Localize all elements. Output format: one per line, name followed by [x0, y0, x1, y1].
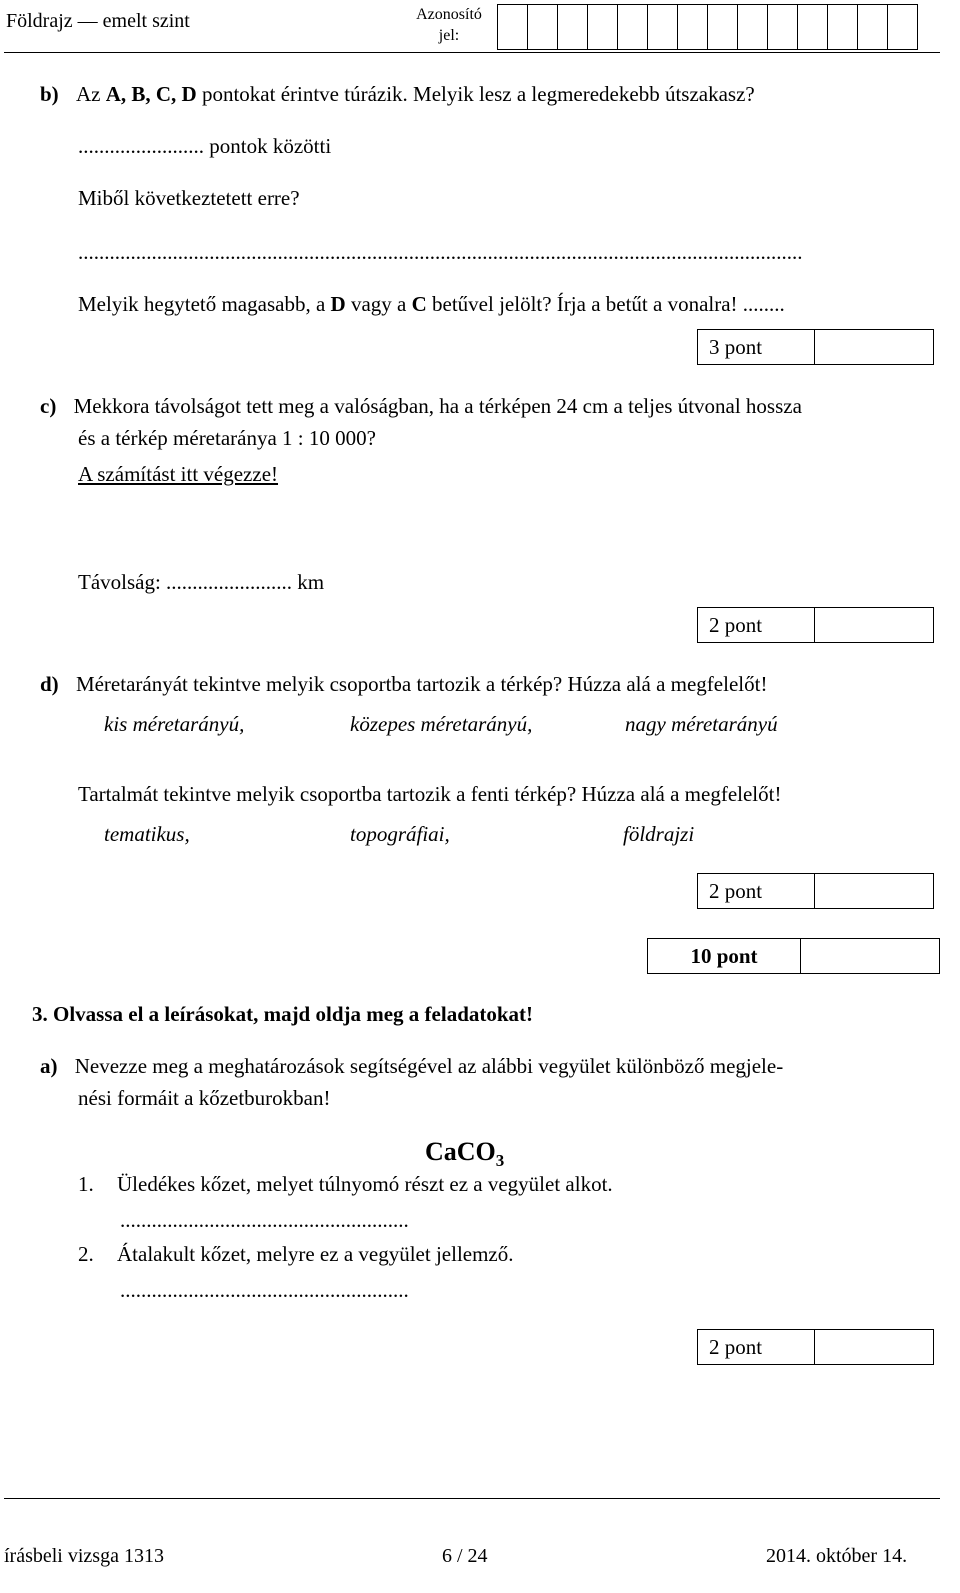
id-box[interactable]: [587, 4, 618, 50]
task-c-score-field[interactable]: [815, 607, 934, 643]
task-c-question-line-2: és a térkép méretaránya 1 : 10 000?: [78, 426, 376, 450]
task-c-distance-answer[interactable]: Távolság: ........................ km: [78, 570, 325, 594]
task-3a-question-line-2: nési formáit a kőzetburokban!: [78, 1086, 331, 1110]
task-d-option-large-scale[interactable]: nagy méretarányú: [625, 712, 778, 736]
task-d-option-geographic[interactable]: földrajzi: [623, 822, 695, 846]
task-3a-item-2: [78, 1242, 514, 1267]
task-d-letter: d): [40, 672, 59, 696]
task-b-q3-pre: Melyik hegytető magasabb, a: [78, 292, 331, 316]
task-b-score-label: 3 pont: [697, 329, 815, 365]
footer-exam-code: írásbeli vizsga 1313: [4, 1545, 164, 1567]
task-c-score-label: 2 pont: [697, 607, 815, 643]
task-b-text-pre: Az: [75, 82, 106, 106]
item-1-number: 1.: [78, 1172, 94, 1196]
id-box[interactable]: [527, 4, 558, 50]
id-box[interactable]: [827, 4, 858, 50]
item-1-text: Üledékes kőzet, melyet túlnyomó részt ez a vegyület alkot.: [117, 1172, 613, 1196]
item-2-answer-dots[interactable]: .......................................................: [120, 1278, 409, 1302]
id-box[interactable]: [767, 4, 798, 50]
item-2-number: 2.: [78, 1242, 94, 1266]
total-score-box: [647, 938, 940, 974]
id-label: Azonosító jel:: [416, 6, 482, 44]
task-3a-score-field[interactable]: [815, 1329, 934, 1365]
task-d-score-box: [697, 873, 934, 909]
page-header-title: Földrajz — emelt szint: [6, 10, 190, 32]
task-3a-letter: a): [40, 1054, 58, 1078]
total-score-field[interactable]: [801, 938, 940, 974]
task-d-text-1: Méretarányát tekintve melyik csoportba tartozik a térkép? Húzza alá a megfelelőt!: [75, 672, 768, 696]
formula-subscript: 3: [495, 1151, 505, 1171]
task-b-q3-post[interactable]: betűvel jelölt? Írja a betűt a vonalra! ........: [426, 292, 785, 316]
task-d-option-thematic[interactable]: tematikus,: [104, 822, 190, 846]
task-b-answer-line[interactable]: ........................ pontok közötti: [78, 134, 332, 158]
footer-date: 2014. október 14.: [766, 1545, 908, 1567]
id-box[interactable]: [737, 4, 768, 50]
task-3a-score-label: 2 pont: [697, 1329, 815, 1365]
task-c-letter: c): [40, 394, 57, 418]
task-b-q3-d: D: [330, 292, 346, 316]
task-d-option-topographic[interactable]: topográfiai,: [350, 822, 450, 846]
footer-divider: [4, 1498, 940, 1499]
task-3a-score-box: [697, 1329, 934, 1365]
task-b-points: A, B, C, D: [105, 82, 197, 106]
id-box[interactable]: [857, 4, 888, 50]
task-3a-question-line-1: [40, 1054, 783, 1079]
item-2-text: Átalakult kőzet, melyre ez a vegyület jellemző.: [117, 1242, 514, 1266]
id-box[interactable]: [707, 4, 738, 50]
task-b-question-3: [78, 292, 785, 317]
task-c-text-1: Mekkora távolságot tett meg a valóságban, ha a térképen 24 cm a teljes útvonal hossza: [73, 394, 802, 418]
id-box[interactable]: [677, 4, 708, 50]
task-3-title: 3. Olvassa el a leírásokat, majd oldja meg a feladatokat!: [32, 1002, 534, 1026]
id-box[interactable]: [647, 4, 678, 50]
id-box[interactable]: [887, 4, 918, 50]
id-box[interactable]: [497, 4, 528, 50]
task-b-score-box: [697, 329, 934, 365]
task-d-option-medium-scale[interactable]: közepes méretarányú,: [350, 712, 533, 736]
task-d-score-label: 2 pont: [697, 873, 815, 909]
task-b-question: [40, 82, 755, 107]
task-c-question-line-1: [40, 394, 802, 419]
task-b-score-field[interactable]: [815, 329, 934, 365]
task-c-instruction: A számítást itt végezze!: [78, 462, 279, 486]
task-b-q3-mid: vagy a: [345, 292, 412, 316]
item-1-answer-dots[interactable]: .......................................................: [120, 1208, 409, 1232]
task-d-score-field[interactable]: [815, 873, 934, 909]
chemical-formula: [425, 1137, 504, 1171]
task-d-question-1: [40, 672, 767, 697]
id-box[interactable]: [557, 4, 588, 50]
header-divider: [4, 52, 940, 53]
task-b-answer-dots[interactable]: ..........................................................................................................................................: [78, 240, 803, 264]
id-code-boxes[interactable]: [497, 4, 917, 50]
footer-page-number: 6 / 24: [442, 1545, 488, 1567]
task-d-question-2: Tartalmát tekintve melyik csoportba tartozik a fenti térkép? Húzza alá a megfelelőt!: [78, 782, 782, 806]
id-box[interactable]: [797, 4, 828, 50]
task-c-score-box: [697, 607, 934, 643]
task-b-letter: b): [40, 82, 59, 106]
formula-main: CaCO: [425, 1137, 496, 1166]
task-b-q3-c: C: [411, 292, 427, 316]
task-3a-item-1: [78, 1172, 613, 1197]
task-3a-text-1: Nevezze meg a meghatározások segítségével az alábbi vegyület különböző megjele-: [74, 1054, 784, 1078]
task-b-question-2: Miből következtetett erre?: [78, 186, 300, 210]
total-score-label: 10 pont: [647, 938, 801, 974]
task-b-text-post: pontokat érintve túrázik. Melyik lesz a legmeredekebb útszakasz?: [196, 82, 755, 106]
id-box[interactable]: [617, 4, 648, 50]
task-d-option-small-scale[interactable]: kis méretarányú,: [104, 712, 245, 736]
